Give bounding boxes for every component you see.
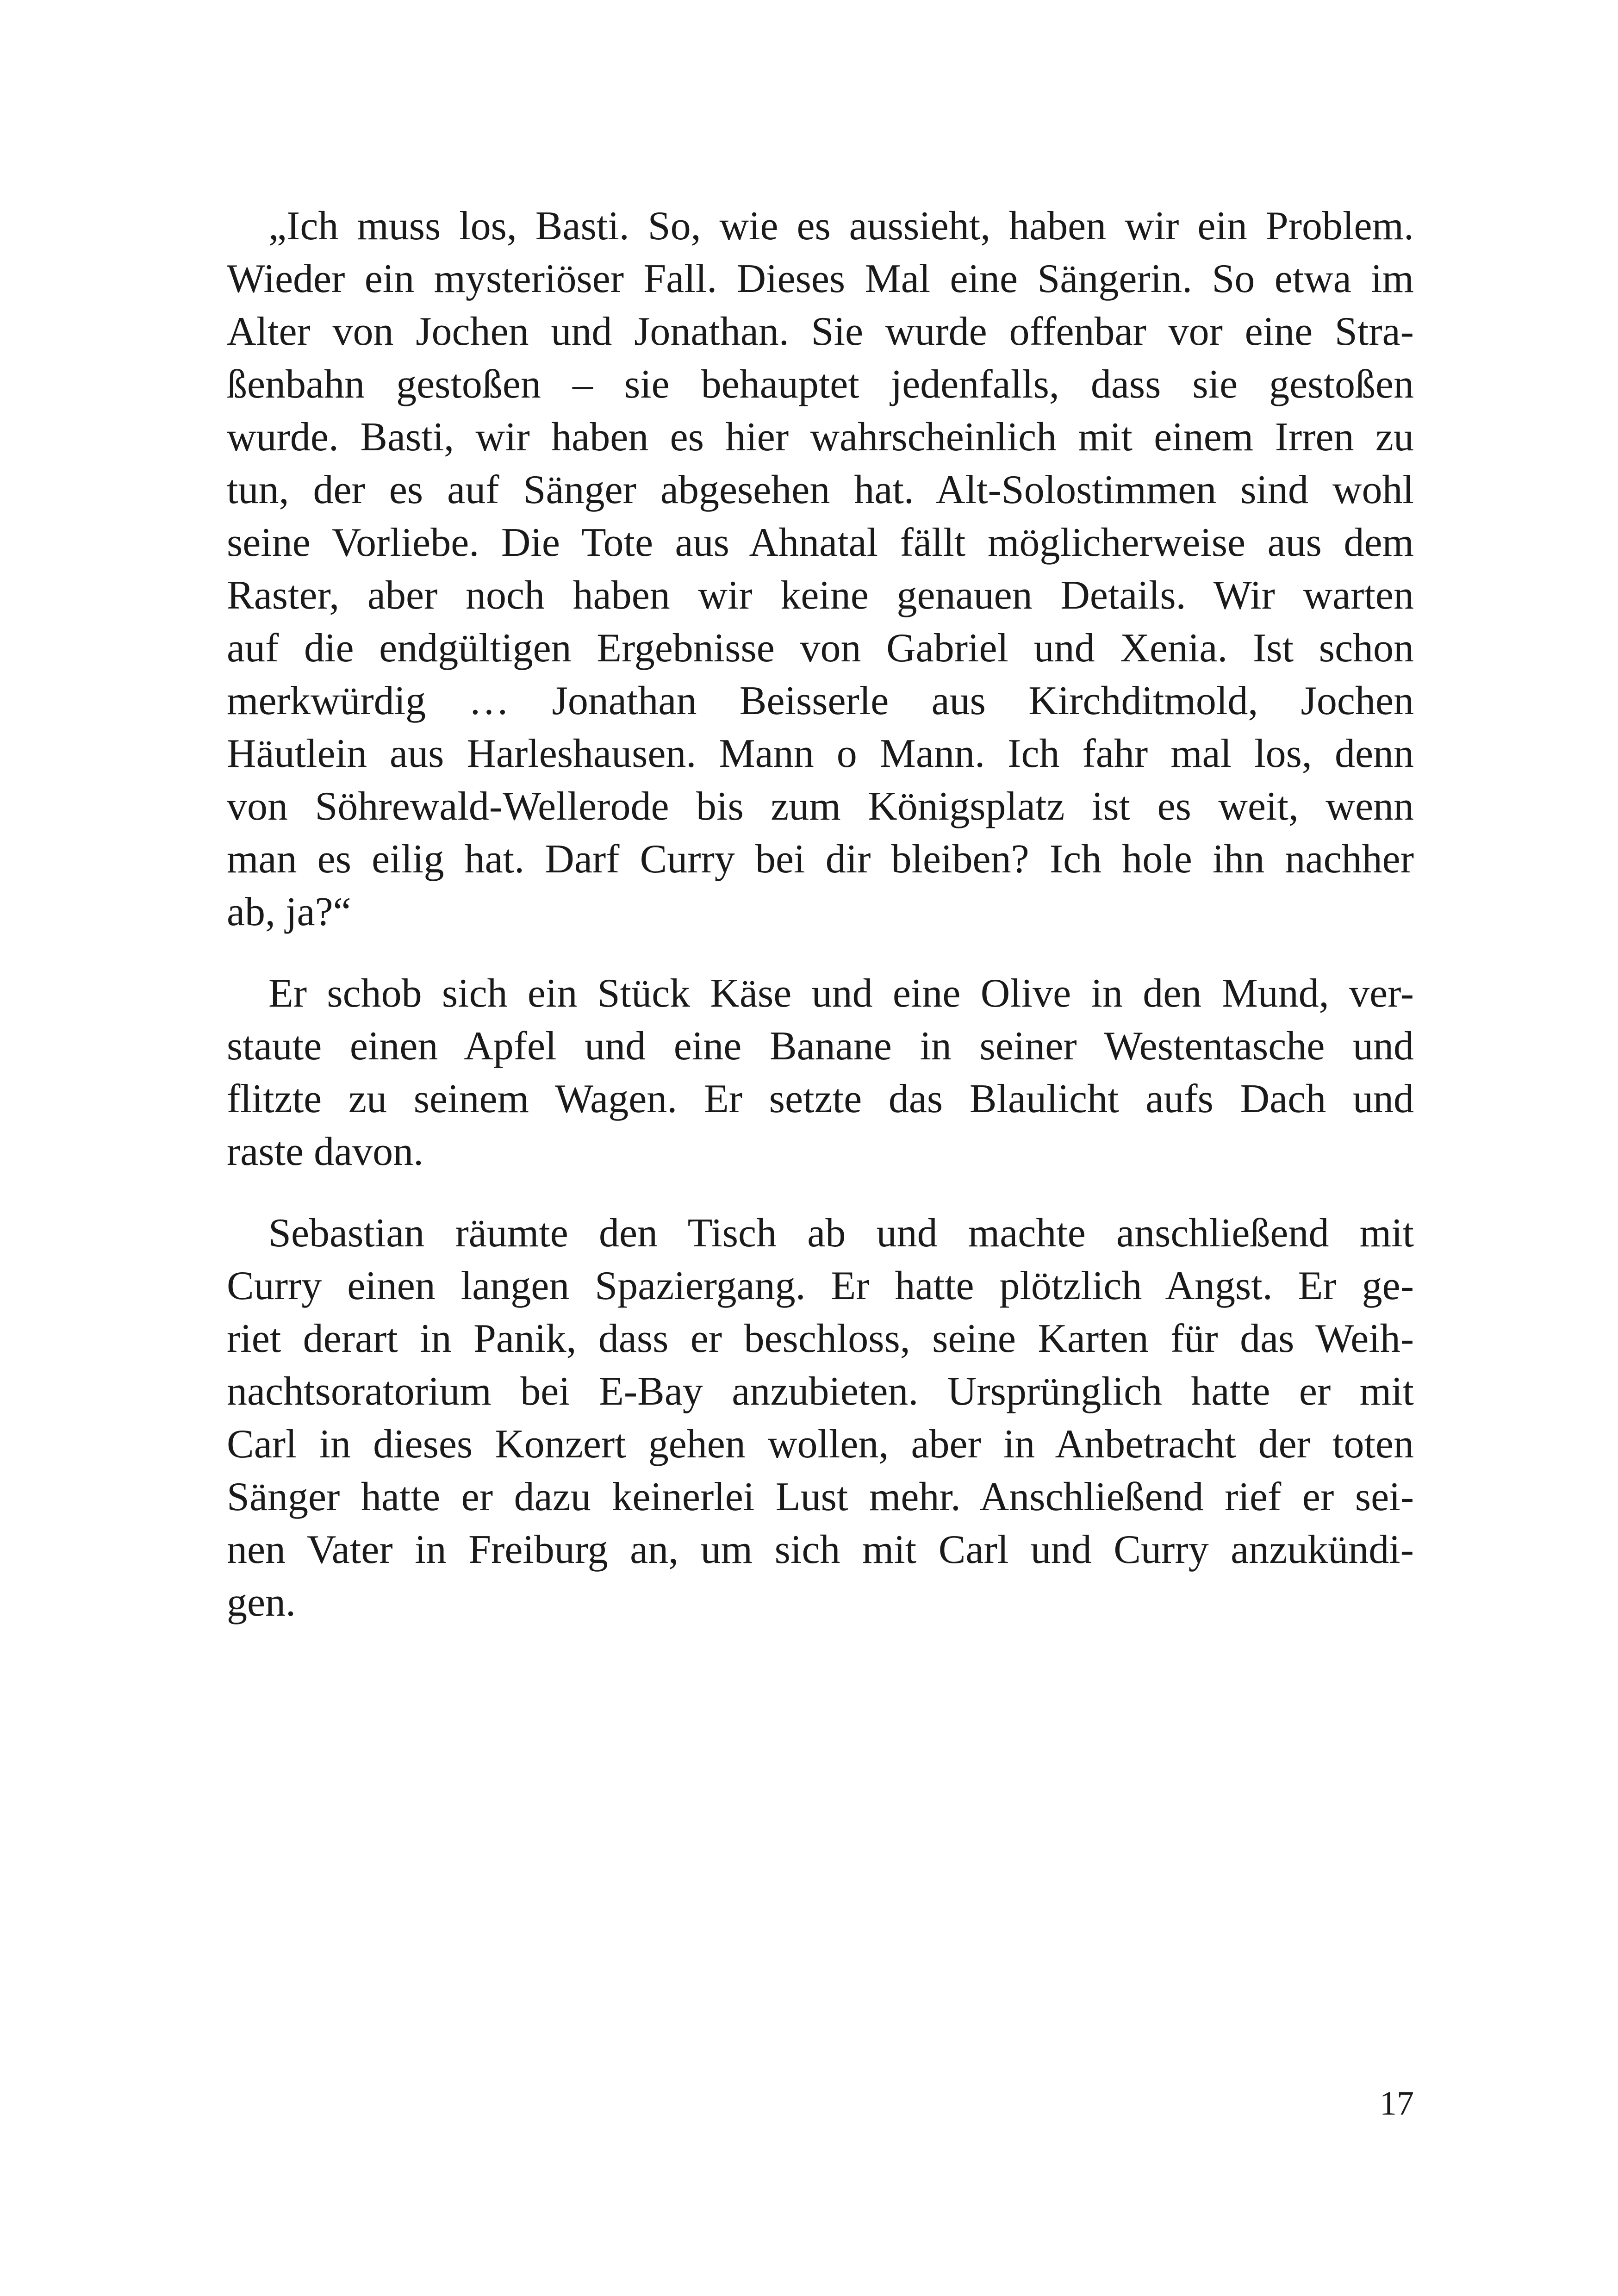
text-line: Häutlein aus Harleshausen. Mann o Mann. Ich fahr mal los, denn (227, 731, 1414, 776)
text-line: raste davon. (227, 1129, 424, 1174)
paragraph-1 (227, 200, 1414, 939)
paragraph-2 (227, 967, 1414, 1178)
text-line: seine Vorliebe. Die Tote aus Ahnatal fällt möglicherweise aus dem (227, 520, 1414, 565)
page-number: 17 (1380, 2084, 1414, 2122)
text-line: Curry einen langen Spaziergang. Er hatte plötzlich Angst. Er ge- (227, 1263, 1414, 1308)
text-line: staute einen Apfel und eine Banane in seiner Westentasche und (227, 1024, 1414, 1069)
text-line: Sänger hatte er dazu keinerlei Lust mehr. Anschließend rief er sei- (227, 1475, 1414, 1519)
text-line: nen Vater in Freiburg an, um sich mit Carl und Curry anzukündi- (227, 1527, 1414, 1572)
text-line: Alter von Jochen und Jonathan. Sie wurde offenbar vor eine Stra- (227, 309, 1414, 354)
body-text (227, 200, 1414, 1629)
text-line: nachtsoratorium bei E-Bay anzubieten. Ursprünglich hatte er mit (227, 1369, 1414, 1414)
text-line: man es eilig hat. Darf Curry bei dir bleiben? Ich hole ihn nachher (227, 837, 1414, 882)
text-line: auf die endgültigen Ergebnisse von Gabriel und Xenia. Ist schon (227, 626, 1414, 671)
text-line: riet derart in Panik, dass er beschloss, seine Karten für das Weih- (227, 1316, 1414, 1361)
text-line: flitzte zu seinem Wagen. Er setzte das Blaulicht aufs Dach und (227, 1076, 1414, 1121)
text-line: von Söhrewald-Wellerode bis zum Königsplatz ist es weit, wenn (227, 784, 1414, 829)
text-line: ab, ja?“ (227, 890, 351, 934)
text-line: ßenbahn gestoßen – sie behauptet jedenfalls, dass sie gestoßen (227, 362, 1414, 407)
text-line: tun, der es auf Sänger abgesehen hat. Alt-Solostimmen sind wohl (227, 467, 1414, 512)
text-line: Raster, aber noch haben wir keine genauen Details. Wir warten (227, 573, 1414, 618)
text-line: gen. (227, 1580, 296, 1625)
text-line: wurde. Basti, wir haben es hier wahrscheinlich mit einem Irren zu (227, 415, 1414, 460)
text-line: Er schob sich ein Stück Käse und eine Olive in den Mund, ver- (268, 971, 1414, 1016)
text-line: Sebastian räumte den Tisch ab und machte anschließend mit (268, 1211, 1414, 1256)
text-line: „Ich muss los, Basti. So, wie es aussieht, haben wir ein Problem. (268, 204, 1414, 249)
paragraph-3 (227, 1207, 1414, 1629)
text-line: Wieder ein mysteriöser Fall. Dieses Mal eine Sängerin. So etwa im (227, 256, 1414, 301)
text-line: Carl in dieses Konzert gehen wollen, aber in Anbetracht der toten (227, 1422, 1414, 1467)
text-line: merkwürdig … Jonathan Beisserle aus Kirchditmold, Jochen (227, 678, 1414, 723)
